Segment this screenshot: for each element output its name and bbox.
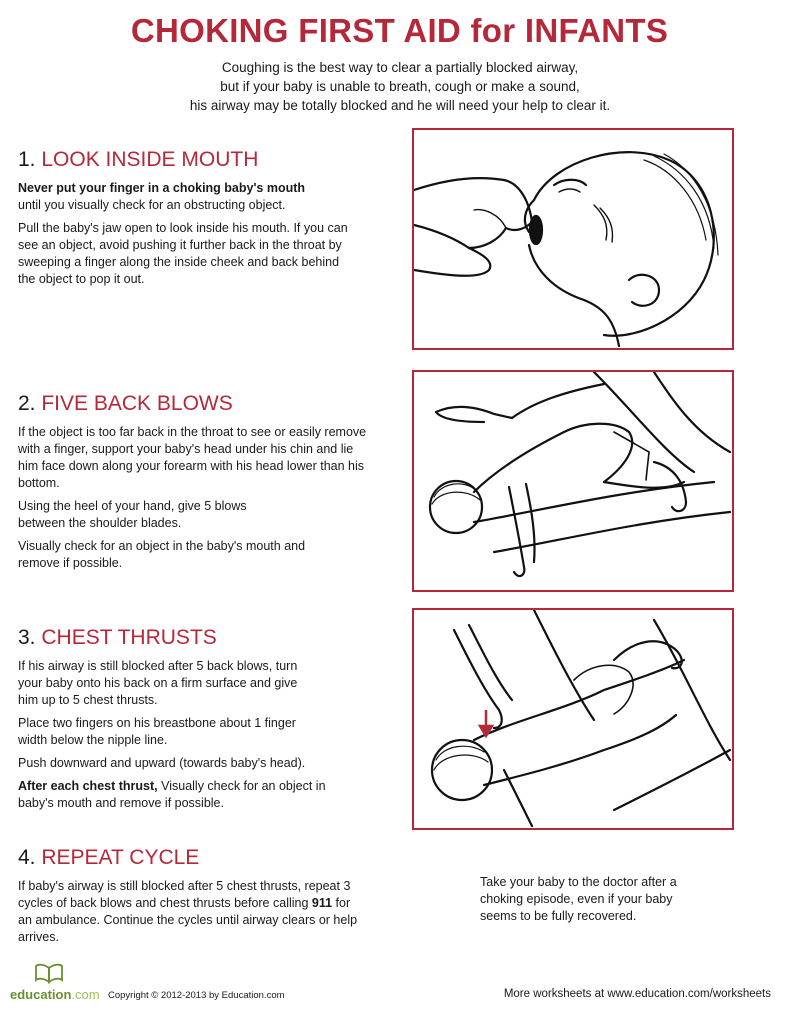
- section-paragraph: Visually check for an object in the baby's mouth and remove if possible.: [18, 539, 306, 570]
- more-worksheets-link[interactable]: More worksheets at www.education.com/worksheets: [503, 988, 771, 1000]
- bold-text: Never put your finger in a choking baby's mouth: [18, 181, 306, 195]
- education-logo[interactable]: [10, 960, 105, 1002]
- section-number: 2.: [18, 392, 36, 415]
- section-repeat-cycle: [18, 846, 388, 952]
- section-name: LOOK INSIDE MOUTH: [41, 148, 259, 171]
- copyright-text: Copyright © 2012-2013 by Education.com: [108, 990, 285, 1001]
- section-heading: [18, 846, 388, 870]
- doctor-note: Take your baby to the doctor after a choking episode, even if your baby seems to be fully recovered.: [480, 875, 677, 923]
- baby-mouth-illustration: [414, 130, 732, 348]
- bold-text: 911: [311, 896, 333, 910]
- section-paragraph: Pull the baby's jaw open to look inside his mouth. If you can see an object, avoid pushing it further back in the throat by sweeping a finger along the inside cheek and back behind the object to pop it out.: [18, 221, 348, 286]
- section-name: REPEAT CYCLE: [41, 846, 200, 869]
- section-paragraph: If the object is too far back in the throat to see or easily remove with a finger, support your baby's head under his chin and lie him face down along your forearm with his head lower than his bottom.: [18, 425, 367, 490]
- baby-chest-thrusts-illustration: [414, 610, 732, 828]
- section-name: CHEST THRUSTS: [41, 626, 217, 649]
- section-paragraph: [18, 778, 358, 812]
- intro-line-2: but if your baby is unable to breath, cough or make a sound,: [220, 79, 580, 94]
- intro-text: [120, 58, 680, 115]
- illustration-chest-thrusts: [412, 608, 734, 830]
- intro-line-3: his airway may be totally blocked and he will need your help to clear it.: [189, 98, 611, 113]
- section-paragraph: Using the heel of your hand, give 5 blows between the shoulder blades.: [18, 499, 247, 530]
- section-number: 1.: [18, 148, 36, 171]
- baby-back-blows-illustration: [414, 372, 732, 590]
- section-paragraph: If his airway is still blocked after 5 back blows, turn your baby onto his back on a firm surface and give him up to 5 chest thrusts.: [18, 659, 298, 707]
- logo-text: [10, 987, 100, 1002]
- section-look-inside-mouth: [18, 148, 388, 294]
- section-chest-thrusts: [18, 626, 388, 818]
- section-heading: [18, 148, 388, 172]
- bold-text: After each chest thrust,: [18, 779, 158, 793]
- section-number: 3.: [18, 626, 36, 649]
- section-five-back-blows: [18, 392, 388, 578]
- text: for an ambulance. Continue the cycles until airway clears or help arrives.: [18, 896, 358, 944]
- page-title: CHOKING FIRST AID for INFANTS: [130, 12, 669, 49]
- text: Visually check for an object in baby's mouth and remove if possible.: [18, 779, 326, 810]
- section-paragraph: Push downward and upward (towards baby's head).: [18, 756, 306, 770]
- section-number: 4.: [18, 846, 36, 869]
- illustration-look-inside-mouth: [412, 128, 734, 350]
- intro-line-1: Coughing is the best way to clear a partially blocked airway,: [221, 60, 579, 75]
- section-heading: [18, 392, 388, 416]
- text: until you visually check for an obstructing object.: [18, 198, 286, 212]
- logo-main: education: [10, 987, 72, 1002]
- section-heading: [18, 626, 388, 650]
- section-paragraph: [18, 180, 318, 214]
- illustration-five-back-blows: [412, 370, 734, 592]
- section-name: FIVE BACK BLOWS: [41, 392, 233, 415]
- logo-book-icon: [34, 960, 64, 986]
- logo-com: .com: [71, 987, 100, 1002]
- text: If baby's airway is still blocked after 5 chest thrusts, repeat 3 cycles of back blows and chest thrusts before calling: [18, 879, 351, 910]
- section-paragraph: [18, 878, 363, 946]
- section-paragraph: Place two fingers on his breastbone about 1 finger width below the nipple line.: [18, 716, 296, 747]
